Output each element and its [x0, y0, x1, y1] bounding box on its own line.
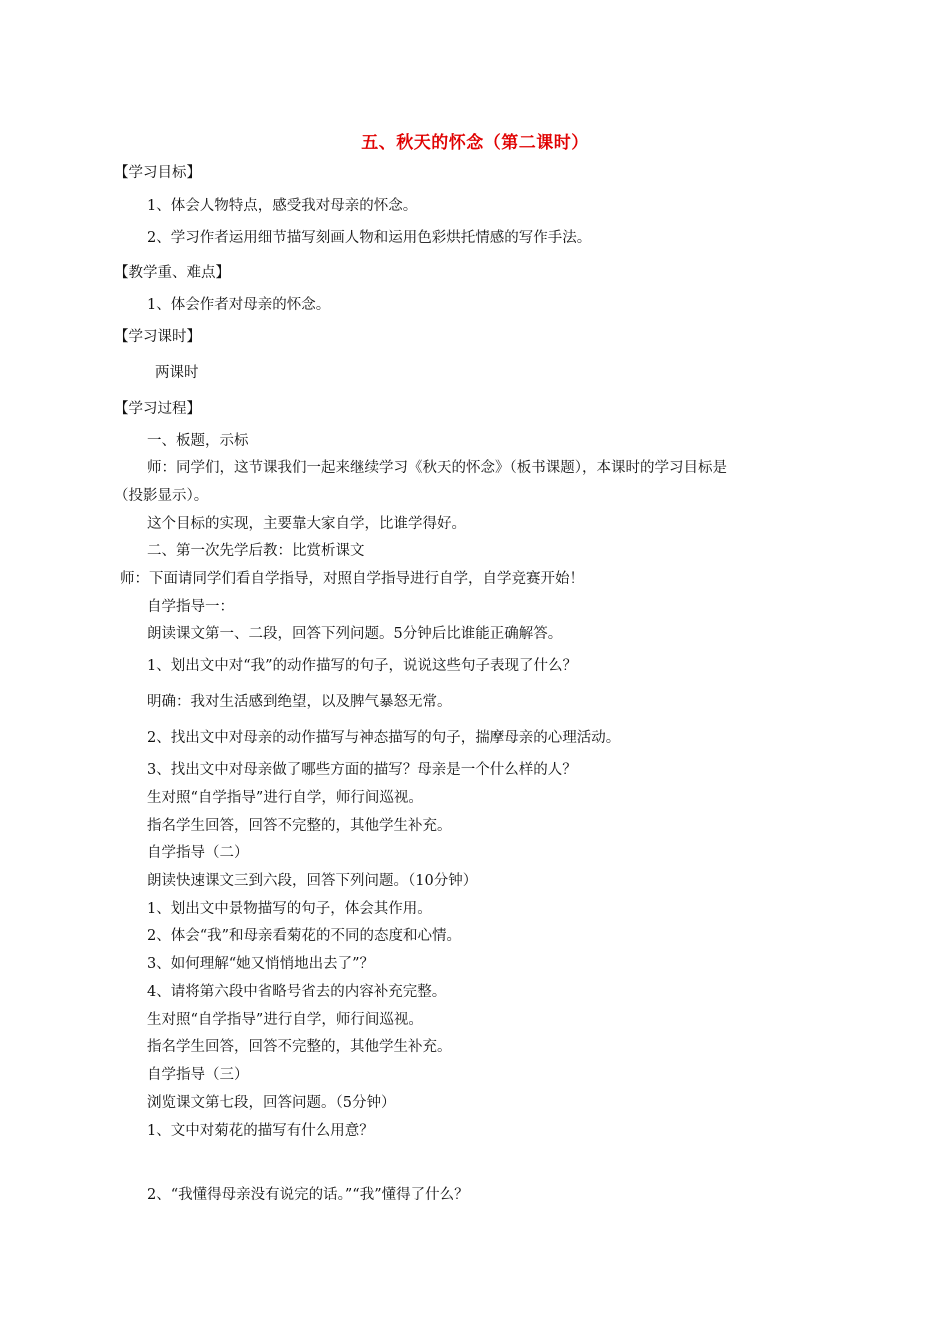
goal-item: 2、学习作者运用细节描写刻画人物和运用色彩烘托情感的写作手法。 — [147, 230, 592, 246]
process-line: 浏览课文第七段，回答问题。（5分钟） — [147, 1095, 396, 1111]
section-heading-keypoints: 【教学重、难点】 — [114, 265, 230, 281]
process-line: 自学指导（三） — [147, 1067, 249, 1083]
process-line: 指名学生回答，回答不完整的，其他学生补充。 — [147, 1039, 452, 1055]
process-line: 3、如何理解“她又悄悄地出去了”？ — [147, 956, 375, 972]
process-line: 2、找出文中对母亲的动作描写与神态描写的句子，揣摩母亲的心理活动。 — [147, 730, 621, 746]
process-line: 这个目标的实现，主要靠大家自学，比谁学得好。 — [147, 516, 466, 532]
process-line: 2、体会“我”和母亲看菊花的不同的态度和心情。 — [147, 928, 462, 944]
goal-item: 1、体会人物特点，感受我对母亲的怀念。 — [147, 198, 418, 214]
process-line: 1、文中对菊花的描写有什么用意？ — [147, 1123, 374, 1139]
hours-value: 两课时 — [155, 365, 199, 381]
process-line: 3、找出文中对母亲做了哪些方面的描写？母亲是一个什么样的人？ — [147, 762, 577, 778]
page-title: 五、秋天的怀念（第二课时） — [361, 133, 589, 153]
process-line: 朗读快速课文三到六段，回答下列问题。（10分钟） — [147, 873, 478, 889]
process-line: 师：同学们，这节课我们一起来继续学习《秋天的怀念》（板书课题），本课时的学习目标是 — [147, 460, 727, 476]
process-line: 生对照“自学指导”进行自学，师行间巡视。 — [147, 790, 423, 806]
process-line: 4、请将第六段中省略号省去的内容补充完整。 — [147, 984, 447, 1000]
process-line: （投影显示）。 — [114, 488, 209, 504]
process-line: 自学指导（二） — [147, 845, 249, 861]
process-line: 自学指导一： — [147, 599, 234, 615]
process-line: 1、划出文中景物描写的句子，体会其作用。 — [147, 901, 432, 917]
keypoint-item: 1、体会作者对母亲的怀念。 — [147, 297, 331, 313]
process-line: 朗读课文第一、二段，回答下列问题。5分钟后比谁能正确解答。 — [147, 626, 563, 642]
process-line: 二、第一次先学后教：比赏析课文 — [147, 543, 365, 559]
section-heading-hours: 【学习课时】 — [114, 329, 201, 345]
process-line: 明确：我对生活感到绝望，以及脾气暴怒无常。 — [147, 694, 452, 710]
section-heading-process: 【学习过程】 — [114, 401, 201, 417]
process-line: 生对照“自学指导”进行自学，师行间巡视。 — [147, 1012, 423, 1028]
section-heading-goals: 【学习目标】 — [114, 165, 201, 181]
process-line: 2、“我懂得母亲没有说完的话。”“我”懂得了什么？ — [147, 1187, 469, 1203]
process-line: 一、板题，示标 — [147, 433, 249, 449]
process-line: 师：下面请同学们看自学指导，对照自学指导进行自学，自学竞赛开始！ — [120, 571, 584, 587]
process-line: 1、划出文中对“我”的动作描写的句子，说说这些句子表现了什么？ — [147, 658, 578, 674]
process-line: 指名学生回答，回答不完整的，其他学生补充。 — [147, 818, 452, 834]
